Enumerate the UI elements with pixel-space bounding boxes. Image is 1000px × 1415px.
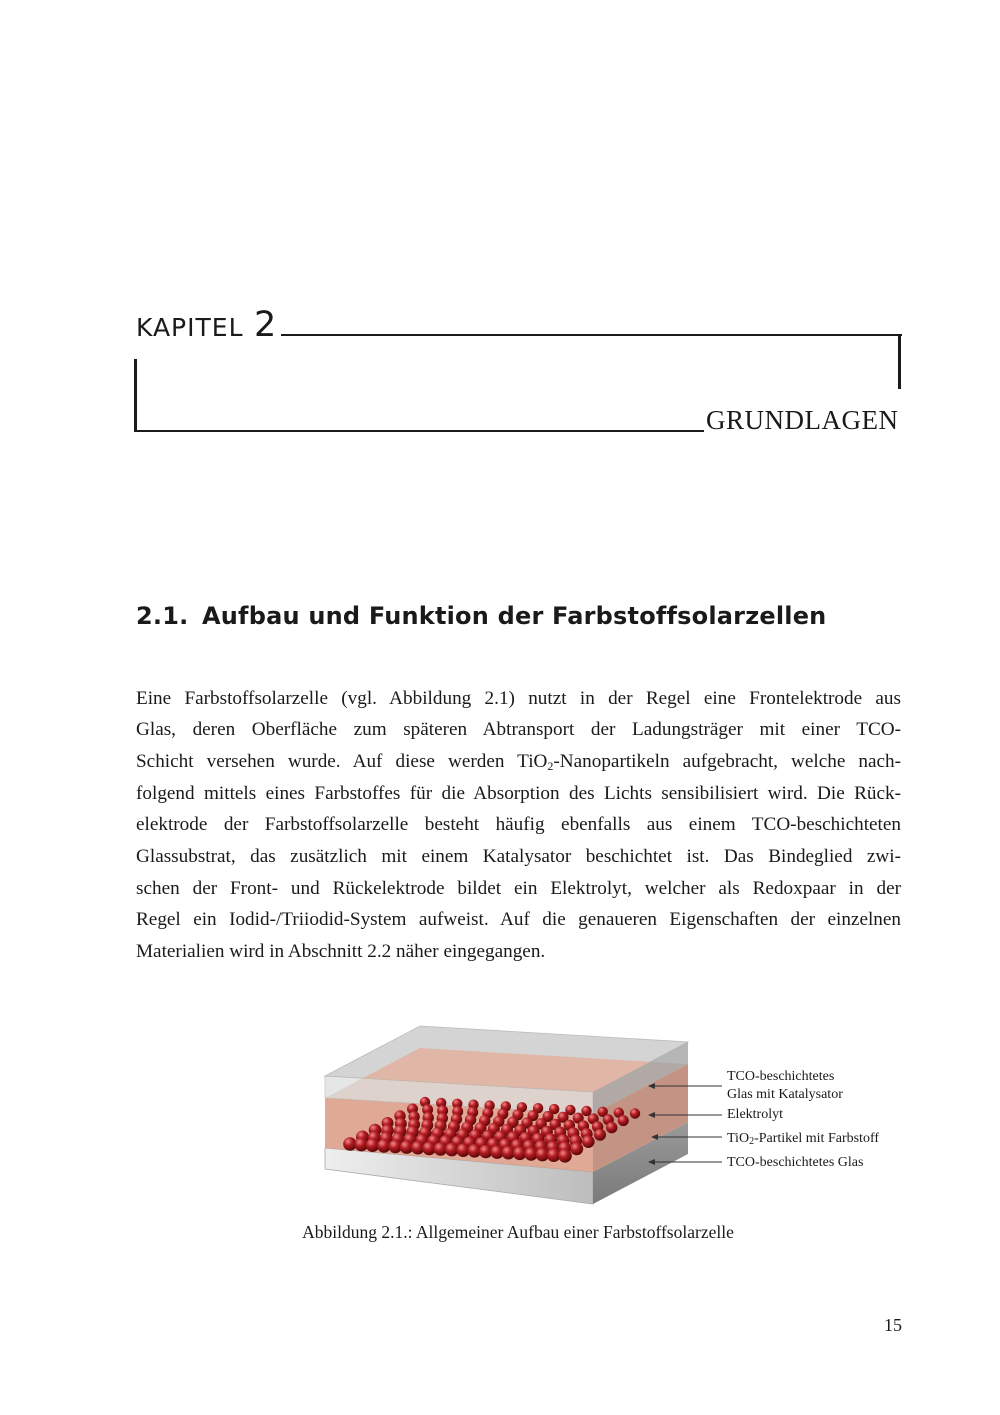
figure-caption: Abbildung 2.1.: Allgemeiner Aufbau einer Farbstoffsolarzelle [302,1222,734,1242]
paragraph-line: Regel ein Iodid-/Triiodid-System aufweist. Auf die genaueren Eigenschaften der einzelnen [136,909,901,930]
label-tco-catalyst-line2: Glas mit Katalysator [727,1087,843,1102]
label-electrolyte: Elektrolyt [727,1107,783,1122]
paragraph-line [136,750,901,774]
solar-cell-diagram [320,1018,920,1218]
paragraph-line: Glassubstrat, das zusätzlich mit einem Katalysator beschichtet ist. Das Bindeglied zwi- [136,846,901,867]
label-tco-catalyst-line1: TCO-beschichtetes [727,1069,835,1084]
tio2-particle [630,1108,640,1118]
chapter-rule-bottom [134,430,704,432]
paragraph-line: Eine Farbstoffsolarzelle (vgl. Abbildung 2.1) nutzt in der Regel eine Frontelektrode aus [136,688,901,709]
tio2-particle [570,1142,583,1155]
paragraph-text: Schicht versehen wurde. Auf diese werden TiO [136,751,548,772]
paragraph-text: -Nanopartikeln aufgebracht, welche nach- [553,751,901,772]
paragraph-line: schen der Front- und Rückelektrode bildet ein Elektrolyt, welcher als Redoxpaar in der [136,878,901,899]
label-text: -Partikel mit Farbstoff [754,1131,880,1146]
subscript: 2 [749,1136,755,1147]
solar-cell-figure [320,1018,920,1218]
page-number: 15 [884,1315,902,1335]
chapter-title: GRUNDLAGEN [706,405,899,435]
paragraph-line: Materialien wird in Abschnitt 2.2 näher eingegangen. [136,941,546,962]
chapter-rule-right [898,334,901,389]
chapter-label: KAPITEL [136,313,244,342]
paragraph-line: Glas, deren Oberfläche zum späteren Abtransport der Ladungsträger mit einer TCO- [136,719,901,740]
paragraph-line: elektrode der Farbstoffsolarzelle besteht häufig ebenfalls aus einem TCO-beschichteten [136,814,901,835]
label-text: TiO [727,1131,750,1146]
tio2-particle [582,1135,595,1148]
paragraph-line: folgend mittels eines Farbstoffes für die Absorption des Lichts sensibilisiert wird. Die Rück- [136,783,901,804]
section-title: Aufbau und Funktion der Farbstoffsolarzellen [202,602,827,630]
tio2-particle [606,1122,617,1133]
tio2-particle [594,1129,606,1141]
tio2-particle [618,1115,629,1126]
chapter-rule-left [134,359,137,432]
chapter-rule-top [281,334,902,336]
tio2-particle [558,1149,572,1163]
label-tio2-particles [727,1130,879,1148]
section-number: 2.1. [136,602,189,630]
section-heading [136,600,826,632]
chapter-number: 2 [254,305,277,345]
cell-body [325,1026,688,1204]
label-tco-glass: TCO-beschichtetes Glas [727,1155,864,1170]
subscript: 2 [547,759,554,773]
